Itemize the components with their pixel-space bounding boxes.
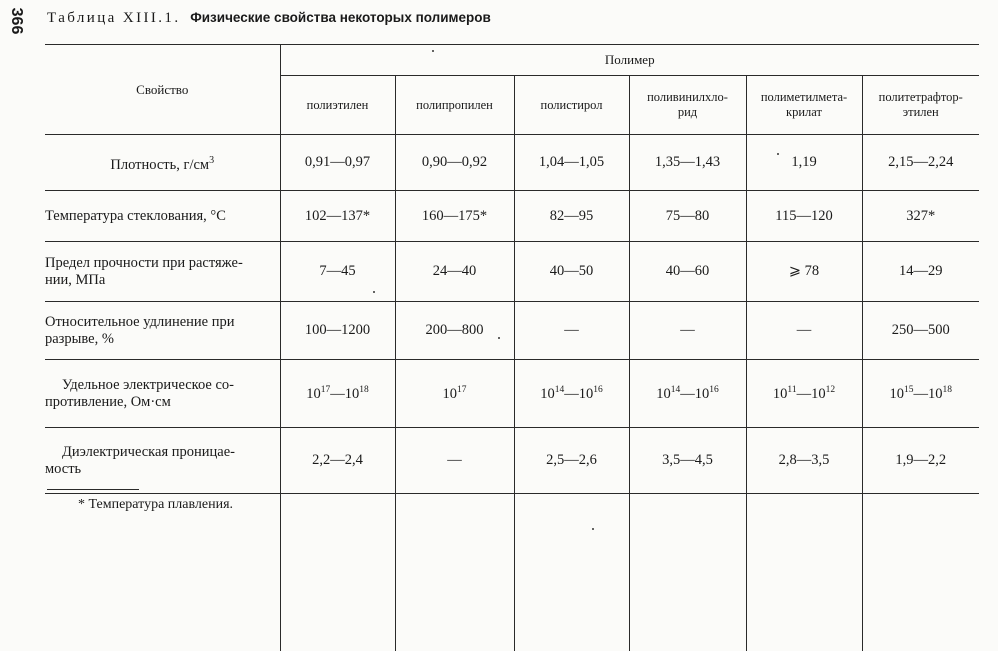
polymer-header: [395, 76, 514, 135]
footnote: * Температура плавления.: [78, 497, 234, 512]
property-text: Относительное удлинение при: [45, 313, 235, 330]
property-text: Диэлектрическая проницае-: [62, 443, 235, 460]
value-text: —10: [796, 385, 826, 402]
polymer-header: [746, 76, 862, 135]
exponent: 16: [709, 384, 719, 395]
polymer-header-line: полиэтилен: [306, 97, 369, 112]
scan-speck: [592, 528, 594, 530]
value-cell: —: [514, 302, 629, 360]
footnote-rule: [47, 489, 139, 490]
value-cell: 2,8—3,5: [746, 428, 862, 494]
value-cell: 2,15—2,24: [862, 135, 979, 191]
polymer-properties-table: [45, 44, 979, 651]
property-text: Предел прочности при растяже-: [45, 254, 243, 271]
property-text: противление, Ом·см: [45, 393, 171, 410]
exponent: 11: [787, 384, 797, 395]
value-cell: 40—50: [514, 242, 629, 302]
table-row: [45, 191, 979, 242]
property-text: нии, МПа: [45, 271, 106, 288]
exponent: 17: [457, 384, 467, 395]
value-cell: 82—95: [514, 191, 629, 242]
property-text: Удельное электрическое со-: [62, 376, 234, 393]
value-cell: 160—175*: [395, 191, 514, 242]
scan-speck: [373, 291, 375, 293]
polymer-header-line: полипропилен: [416, 97, 493, 112]
polymer-header-line: поливинилхло-: [647, 90, 728, 104]
value-cell: 7—45: [280, 242, 395, 302]
exponent: 18: [359, 384, 369, 395]
exponent: 16: [593, 384, 603, 395]
property-label: [45, 360, 280, 428]
value-cell: [746, 360, 862, 428]
polymer-group-header: Полимер: [280, 45, 979, 76]
value-cell: 75—80: [629, 191, 746, 242]
table-row: [45, 302, 979, 360]
polymer-header: [514, 76, 629, 135]
value-cell: 327*: [862, 191, 979, 242]
empty-cell: [629, 494, 746, 651]
table-row: [45, 428, 979, 494]
table-row: [45, 360, 979, 428]
polymer-header: [280, 76, 395, 135]
value-text: 10: [656, 385, 671, 402]
value-text: —10: [680, 385, 710, 402]
table-row: [45, 135, 979, 191]
property-text: разрыве, %: [45, 330, 114, 347]
polymer-header-line: крилат: [786, 105, 822, 119]
table-title: Физические свойства некоторых полимеров: [190, 10, 491, 25]
value-cell: 100—1200: [280, 302, 395, 360]
value-text: 10: [772, 385, 788, 402]
polymer-header-line: полиметилмета-: [760, 90, 848, 104]
empty-cell: [395, 494, 514, 651]
exponent: 12: [825, 384, 836, 395]
property-superscript: 3: [209, 154, 215, 166]
value-cell: —: [395, 428, 514, 494]
value-text: 10: [442, 385, 457, 402]
empty-cell: [862, 494, 979, 651]
value-cell: [862, 360, 979, 428]
value-cell: 1,19: [746, 135, 862, 191]
value-cell: 14—29: [862, 242, 979, 302]
page-number: 366: [8, 7, 25, 35]
polymer-header-line: рид: [677, 105, 698, 119]
polymer-header-line: полистирол: [540, 97, 603, 112]
value-cell: [280, 360, 395, 428]
property-text: Температура стеклования, °С: [45, 207, 226, 224]
value-text: —10: [330, 385, 360, 402]
property-label: [45, 242, 280, 302]
table-filler-row: [45, 494, 979, 651]
table-label: Таблица XIII.1.: [47, 10, 181, 26]
property-text: Плотность, г/см: [110, 156, 210, 173]
empty-cell: [514, 494, 629, 651]
value-cell: 24—40: [395, 242, 514, 302]
value-cell: 1,04—1,05: [514, 135, 629, 191]
exponent: 17: [320, 384, 331, 395]
value-cell: 0,91—0,97: [280, 135, 395, 191]
polymer-header-line: политетрафтор-: [878, 90, 963, 104]
value-cell: —: [746, 302, 862, 360]
property-label: [45, 191, 280, 242]
polymer-header-line: этилен: [902, 105, 939, 119]
property-label: [45, 302, 280, 360]
value-cell: 250—500: [862, 302, 979, 360]
table-caption: [47, 10, 491, 27]
value-cell: 1,9—2,2: [862, 428, 979, 494]
value-cell: 3,5—4,5: [629, 428, 746, 494]
value-cell: [395, 360, 514, 428]
value-cell: 102—137*: [280, 191, 395, 242]
exponent: 18: [942, 384, 952, 395]
value-cell: 2,5—2,6: [514, 428, 629, 494]
value-text: 10: [889, 385, 904, 402]
value-cell: ⩾ 78: [746, 242, 862, 302]
scan-speck: [777, 153, 779, 155]
value-cell: [629, 360, 746, 428]
value-cell: 115—120: [746, 191, 862, 242]
value-cell: 40—60: [629, 242, 746, 302]
exponent: 14: [670, 384, 681, 395]
table-row: [45, 242, 979, 302]
polymer-header: [629, 76, 746, 135]
value-text: —10: [913, 385, 943, 402]
exponent: 14: [554, 384, 565, 395]
value-text: 10: [540, 385, 555, 402]
property-text: мость: [45, 460, 82, 477]
value-cell: 2,2—2,4: [280, 428, 395, 494]
value-cell: 200—800: [395, 302, 514, 360]
property-label: [45, 135, 280, 191]
property-label: [45, 428, 280, 494]
value-text: —10: [564, 385, 594, 402]
value-cell: [514, 360, 629, 428]
scan-speck: [498, 337, 500, 339]
value-cell: 1,35—1,43: [629, 135, 746, 191]
value-text: 10: [306, 385, 321, 402]
property-column-header: Свойство: [45, 45, 280, 135]
empty-cell: [746, 494, 862, 651]
empty-cell: [280, 494, 395, 651]
value-cell: —: [629, 302, 746, 360]
polymer-header: [862, 76, 979, 135]
exponent: 15: [904, 384, 914, 395]
empty-cell: [45, 494, 280, 651]
scan-speck: [432, 50, 434, 52]
value-cell: 0,90—0,92: [395, 135, 514, 191]
